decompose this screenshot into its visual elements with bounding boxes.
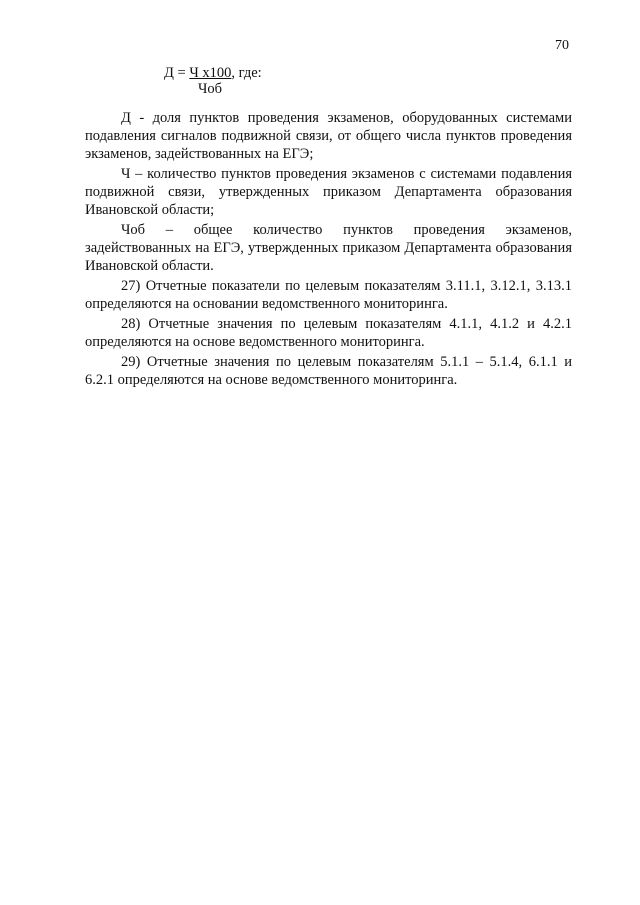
paragraph-item-27: 27) Отчетные показатели по целевым показателям 3.11.1, 3.12.1, 3.13.1 определяются на основании ведомственного мониторинга. [85, 278, 572, 312]
formula-denominator: Чоб [198, 81, 223, 97]
formula-lhs: Д = [164, 65, 190, 81]
paragraph-item-28: 28) Отчетные значения по целевым показателям 4.1.1, 4.1.2 и 4.2.1 определяются на основе ведомственного мониторинга. [85, 316, 572, 350]
paragraph-item-29: 29) Отчетные значения по целевым показателям 5.1.1 – 5.1.4, 6.1.1 и 6.2.1 определяются на основе ведомственного мониторинга. [85, 354, 572, 388]
paragraph-definition-d: Д - доля пунктов проведения экзаменов, оборудованных системами подавления сигналов подвижной связи, от общего числа пунктов проведения экзаменов, задействованных на ЕГЭ; [85, 110, 572, 162]
paragraph-definition-ch: Ч – количество пунктов проведения экзаменов с системами подавления подвижной связи, утвержденных приказом Департамента образования Ивановской области; [85, 166, 572, 218]
paragraph-definition-chob: Чоб – общее количество пунктов проведения экзаменов, задействованных на ЕГЭ, утвержденных приказом Департамента образования Ивановской области. [85, 222, 572, 274]
formula-multiplier: х100 [202, 65, 232, 81]
formula [164, 64, 262, 97]
formula-numerator: Ч [189, 65, 203, 81]
document-body [85, 109, 572, 391]
page-number: 70 [555, 38, 569, 53]
formula-suffix: , где: [231, 65, 262, 81]
